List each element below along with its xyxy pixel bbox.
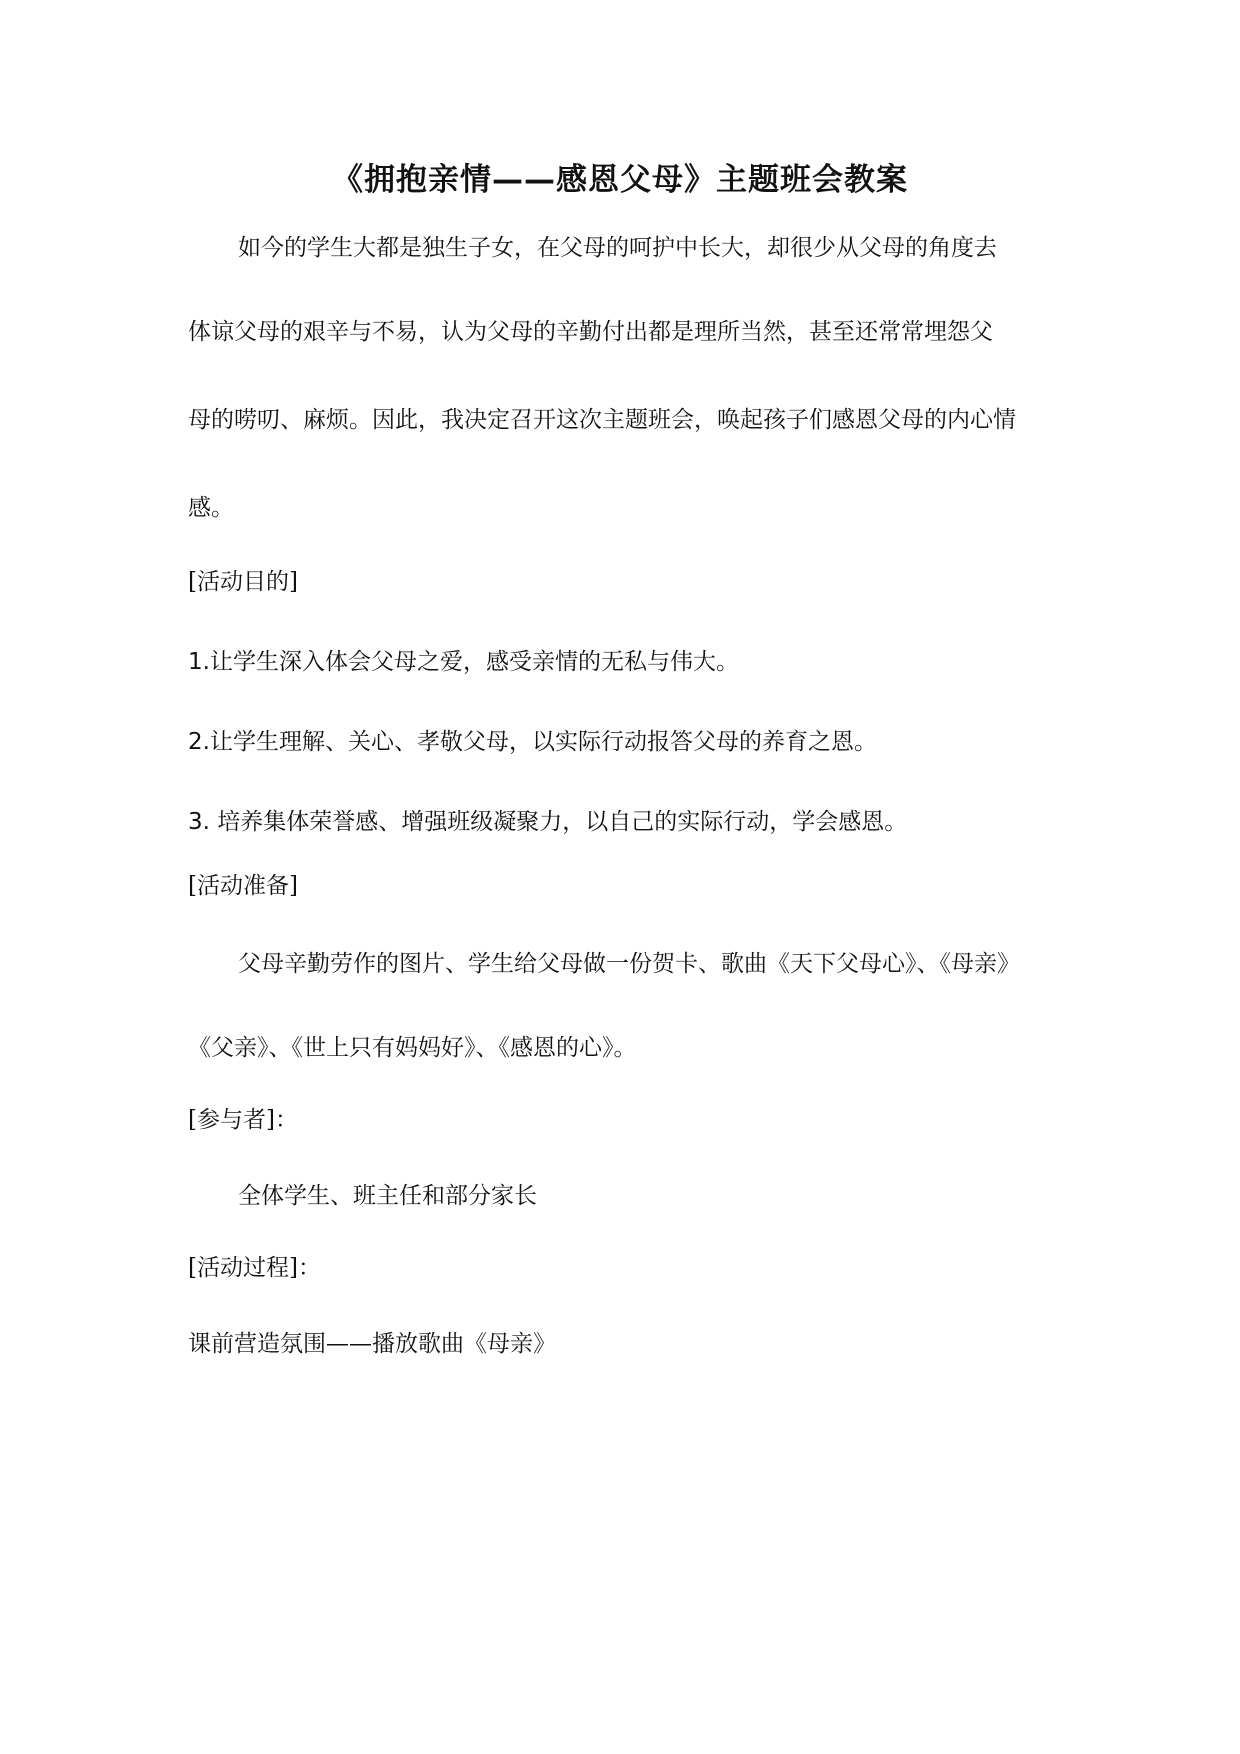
section-heading-preparation: [活动准备] [188,873,298,899]
document-title: 《拥抱亲情——感恩父母》主题班会教案 [332,162,908,198]
section-heading-participants: [参与者]： [188,1107,298,1133]
participants-text: 全体学生、班主任和部分家长 [238,1183,537,1209]
prep-line-2: 《父亲》、《世上只有妈妈好》、《感恩的心》。 [188,1035,637,1061]
intro-line-2: 体谅父母的艰辛与不易，认为父母的辛勤付出都是理所当然，甚至还常常埋怨父 [188,319,993,345]
prep-line-1: 父母辛勤劳作的图片、学生给父母做一份贺卡、歌曲《天下父母心》、《母亲》 [238,951,1020,977]
process-step-1: 课前营造氛围——播放歌曲《母亲》 [188,1331,556,1357]
section-heading-goals: [活动目的] [188,569,298,595]
goal-item-1: 1.让学生深入体会父母之爱，感受亲情的无私与伟大。 [188,649,739,675]
section-heading-process: [活动过程]： [188,1255,321,1281]
intro-line-4: 感。 [188,495,234,521]
intro-line-1: 如今的学生大都是独生子女，在父母的呵护中长大，却很少从父母的角度去 [238,235,997,261]
goal-item-2: 2.让学生理解、关心、孝敬父母，以实际行动报答父母的养育之恩。 [188,729,877,755]
intro-line-3: 母的唠叨、麻烦。因此，我决定召开这次主题班会，唤起孩子们感恩父母的内心情 [188,407,1016,433]
goal-item-3: 3. 培养集体荣誉感、增强班级凝聚力，以自己的实际行动，学会感恩。 [188,809,908,835]
